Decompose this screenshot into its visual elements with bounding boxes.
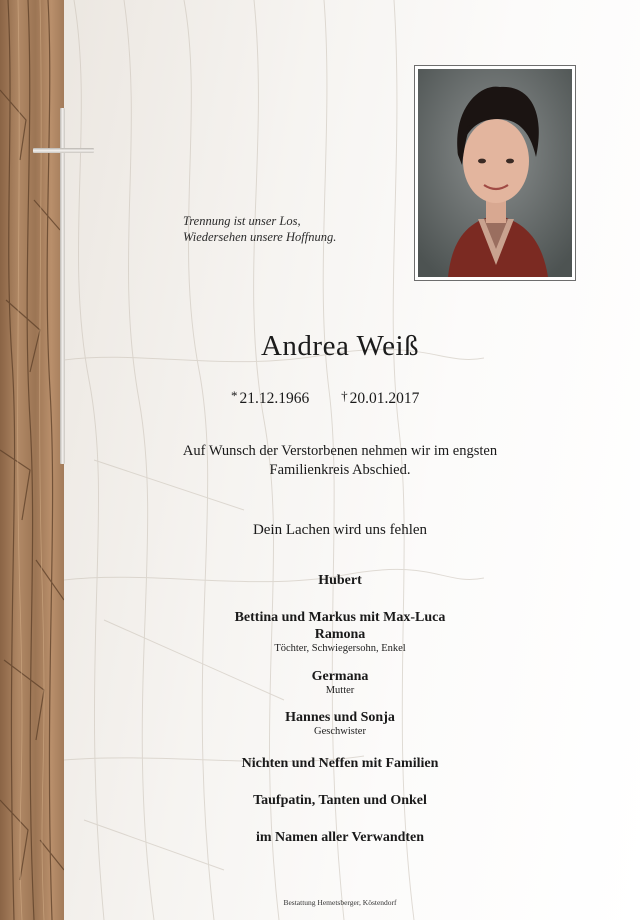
funeral-home-credit: Bestattung Hemetsberger, Köstendorf — [283, 898, 397, 907]
mourner-names-2: Ramona — [314, 627, 366, 642]
mourner-group — [140, 709, 540, 738]
cross-icon-bar — [33, 148, 94, 153]
quote-line-1: Trennung ist unser Los, — [183, 214, 301, 228]
mourner-relation: Töchter, Schwiegersohn, Enkel — [274, 643, 406, 654]
mourner-names: Germana — [311, 669, 369, 684]
notice-line-2: Familienkreis Abschied. — [269, 462, 411, 478]
life-dates — [231, 388, 419, 408]
notice-line-1: Auf Wunsch der Verstorbenen nehmen wir im engsten — [182, 443, 498, 459]
cross-icon — [60, 108, 65, 464]
mourner-names: Bettina und Markus mit Max-Luca — [234, 610, 446, 625]
quote-line-2: Wiedersehen unsere Hoffnung. — [183, 230, 337, 244]
mourner-names: Hubert — [318, 573, 362, 588]
funeral-notice — [140, 442, 540, 480]
birth-symbol: * — [231, 388, 238, 403]
memorial-quote — [183, 213, 403, 245]
death-date: 20.01.2017 — [349, 390, 420, 407]
birth-date-group — [231, 388, 309, 408]
death-date-group — [341, 388, 419, 408]
mourner-group — [140, 668, 540, 697]
mourner-names: Hannes und Sonja — [285, 710, 395, 725]
mourner-group — [140, 609, 540, 655]
mourner-names: Taufpatin, Tanten und Onkel — [253, 793, 427, 808]
deceased-name: Andrea Weiß — [260, 330, 420, 362]
wood-border — [0, 0, 64, 920]
farewell-line: Dein Lachen wird uns fehlen — [252, 522, 428, 538]
mourner-group — [140, 755, 540, 772]
mourner-group — [140, 792, 540, 809]
mourner-names: Nichten und Neffen mit Familien — [241, 756, 439, 771]
death-symbol: † — [341, 388, 348, 403]
birth-date: 21.12.1966 — [239, 390, 310, 407]
portrait-image — [418, 69, 572, 277]
mourner-group — [140, 572, 540, 589]
portrait-photo — [414, 65, 576, 281]
mourner-relation: Mutter — [325, 685, 355, 696]
mourner-relation: Geschwister — [314, 726, 366, 737]
mourner-names: im Namen aller Verwandten — [255, 830, 425, 845]
mourner-group — [140, 829, 540, 846]
